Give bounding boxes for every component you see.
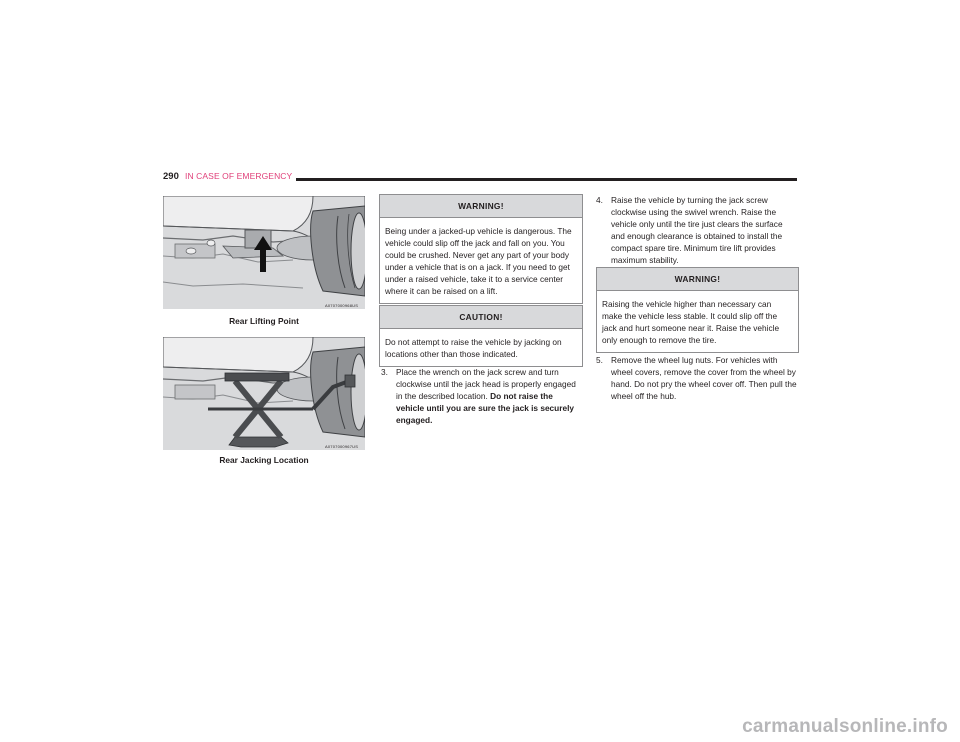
step-text [396,366,581,426]
step-instruction: Place the wrench on the jack screw and turn clockwise until the jack head is properly engaged in the described location. [396,367,576,401]
step-number: 5. [596,355,603,365]
rear-lifting-point-drawing [163,196,365,309]
step-text: Remove the wheel lug nuts. For vehicles with wheel covers, remove the cover from the wheel by hand. Do not pry the wheel cover off. Then pull the wheel off the hub. [611,355,797,401]
caution-box [379,305,583,367]
warning-title: WARNING! [597,268,798,291]
warning-box [596,267,799,353]
watermark: carmanualsonline.info [742,716,948,737]
caution-text: Do not attempt to raise the vehicle by jacking on locations other than those indicated. [385,337,562,359]
rear-lifting-point-illustration [163,196,365,309]
caution-title: CAUTION! [380,306,582,329]
warning-box [379,194,583,304]
step-number: 4. [596,195,603,205]
step-4 [596,194,798,266]
page-number: 290 [163,171,179,182]
warning-text: Being under a jacked-up vehicle is dangerous. The vehicle could slip off the jack and fall on you. You could be crushed. Never get any part of your body under a vehicle that is on a jack. If you need to get under a raised vehicle, take it to a service center where it can be raised on a lift. [385,226,572,296]
warning-text: Raising the vehicle higher than necessary can make the vehicle less stable. It could slip off the jack and hurt someone near it. Raise the vehicle only enough to remove the tire. [602,299,780,345]
rear-jacking-location-illustration [163,337,365,450]
page-header [163,171,797,185]
warning-title: WARNING! [380,195,582,218]
step-emphasis: Do not raise the vehicle until you are sure the jack is securely engaged. [396,391,575,425]
figure-code: A0707000968US [325,303,359,308]
step-text: Raise the vehicle by turning the jack screw clockwise using the swivel wrench. Raise the vehicle only until the tire just clears the surface and enough clearance is obtained to install the compact spare tire. Minimum tire lift provides maximum stability. [611,195,783,265]
figure-caption: Rear Lifting Point [229,316,299,326]
rear-jacking-location-drawing [163,337,365,450]
section-title: IN CASE OF EMERGENCY [185,171,293,181]
step-number: 3. [381,367,388,377]
step-5 [596,354,798,402]
step-3 [381,366,581,426]
figure-caption: Rear Jacking Location [219,455,309,465]
figure-code: A0707000967US [325,444,359,449]
header-rule [296,178,797,181]
